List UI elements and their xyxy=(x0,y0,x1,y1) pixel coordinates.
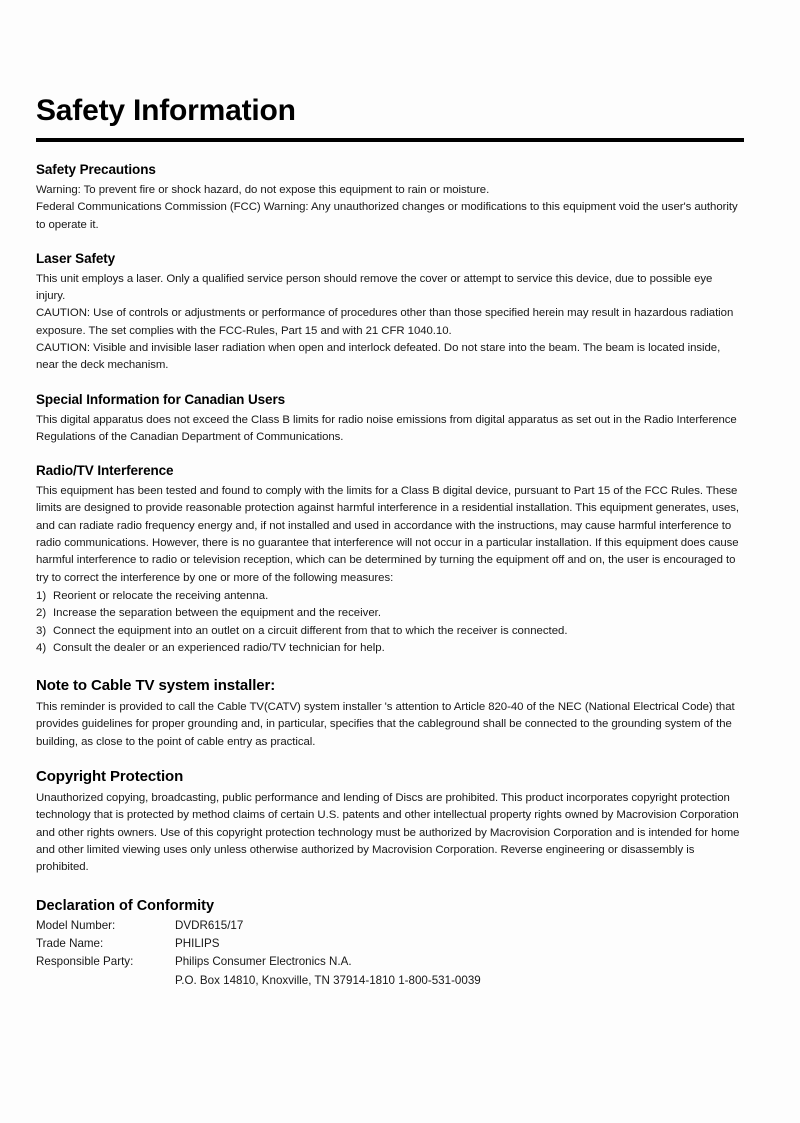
list-item xyxy=(36,623,744,640)
list-item xyxy=(36,605,744,622)
table-row xyxy=(36,917,481,935)
section-paragraph: This unit employs a laser. Only a qualified service person should remove the cover or attempt to service this device, due to possible eye injury. xyxy=(36,272,713,303)
row-label xyxy=(36,972,175,990)
list-item-label: Consult the dealer or an experienced radio/TV technician for help. xyxy=(53,642,385,655)
list-item-label: Increase the separation between the equipment and the receiver. xyxy=(53,607,382,620)
section-heading: Copyright Protection xyxy=(36,768,184,786)
declaration-table xyxy=(36,917,481,991)
section-paragraph: Warning: To prevent fire or shock hazard, do not expose this equipment to rain or moisture. xyxy=(36,183,490,196)
section-copyright-protection xyxy=(36,768,744,876)
list-item xyxy=(36,588,744,605)
section-paragraph: Federal Communications Commission (FCC) Warning: Any unauthorized changes or modifications to this equipment void the user's authority to operate it. xyxy=(36,201,738,231)
page-title: Safety Information xyxy=(36,94,296,127)
section-paragraph: Unauthorized copying, broadcasting, public performance and lending of Discs are prohibited. This product incorporates copyright protection technology that is protected by method claims of certain U.S. patents and other intellectual property rights owned by Macrovision Corporation and other rights owners. Use of this copyright protection technology must be authorized by Macrovision Corporation and is intended for home and other limited viewing uses only unless otherwise authorized by Macrovision Corporation. Reverse engineering or disassembly is prohibited. xyxy=(36,791,740,874)
list-item-label: Reorient or relocate the receiving antenna. xyxy=(53,590,269,603)
list-item-number: 4) xyxy=(36,642,47,655)
section-heading: Note to Cable TV system installer: xyxy=(36,677,276,695)
section-heading: Safety Precautions xyxy=(36,162,156,177)
row-value: Philips Consumer Electronics N.A. xyxy=(175,955,352,969)
section-radio-tv-interference xyxy=(36,463,744,657)
section-heading: Special Information for Canadian Users xyxy=(36,391,286,407)
list-item-label: Connect the equipment into an outlet on a circuit different from that to which the receiver is connected. xyxy=(53,624,568,637)
table-row xyxy=(36,935,481,953)
row-value: P.O. Box 14810, Knoxville, TN 37914-1810 1-800-531-0039 xyxy=(175,973,481,987)
section-heading: Declaration of Conformity xyxy=(36,897,215,914)
list-item xyxy=(36,640,744,657)
document-content xyxy=(36,0,744,990)
section-safety-precautions xyxy=(36,162,744,234)
section-heading: Radio/TV Interference xyxy=(36,463,174,479)
section-declaration-of-conformity xyxy=(36,897,744,991)
measures-list xyxy=(36,588,744,657)
section-cable-tv-installer xyxy=(36,677,744,751)
row-label: Model Number: xyxy=(36,918,116,932)
section-paragraph: CAUTION: Use of controls or adjustments or performance of procedures other than those specified herein may result in hazardous radiation exposure. The set complies with the FCC-Rules, Part 15 and with 21 CFR 1040.10. xyxy=(36,307,734,337)
table-row xyxy=(36,953,481,971)
section-laser-safety xyxy=(36,251,744,375)
row-value: DVDR615/17 xyxy=(175,918,244,932)
section-canadian-users xyxy=(36,392,744,447)
table-row xyxy=(36,972,481,990)
section-paragraph: CAUTION: Visible and invisible laser radiation when open and interlock defeated. Do not stare into the beam. The beam is located inside, near the deck mechanism. xyxy=(36,342,721,372)
row-label: Responsible Party: xyxy=(36,955,134,969)
section-paragraph: This reminder is provided to call the Cable TV(CATV) system installer 's attention to Article 820-40 of the NEC (National Electrical Code) that provides guidelines for proper grounding and, in particular, specifies that the cableground shall be connected to the grounding system of the building, as close to the point of cable entry as practical. xyxy=(36,701,735,748)
title-divider xyxy=(36,138,744,142)
row-value: PHILIPS xyxy=(175,937,220,951)
section-paragraph: This digital apparatus does not exceed the Class B limits for radio noise emissions from digital apparatus as set out in the Radio Interference Regulations of the Canadian Department of Communications. xyxy=(36,413,737,443)
list-item-number: 2) xyxy=(36,607,47,620)
list-item-number: 1) xyxy=(36,590,47,603)
section-paragraph: This equipment has been tested and found to comply with the limits for a Class B digital device, pursuant to Part 15 of the FCC Rules. These limits are designed to provide reasonable protection against harmful interference in a residential installation. This equipment generates, uses, and can radiate radio frequency energy and, if not installed and used in accordance with the instructions, may cause harmful interference to radio communications. However, there is no guarantee that interference will not occur in a particular installation. If this equipment does cause harmful interference to radio or television reception, which can be determined by turning the equipment off and on, the user is encouraged to try to correct the interference by one or more of the following measures: xyxy=(36,485,740,584)
section-heading: Laser Safety xyxy=(36,250,116,266)
row-label: Trade Name: xyxy=(36,937,104,951)
list-item-number: 3) xyxy=(36,624,47,637)
